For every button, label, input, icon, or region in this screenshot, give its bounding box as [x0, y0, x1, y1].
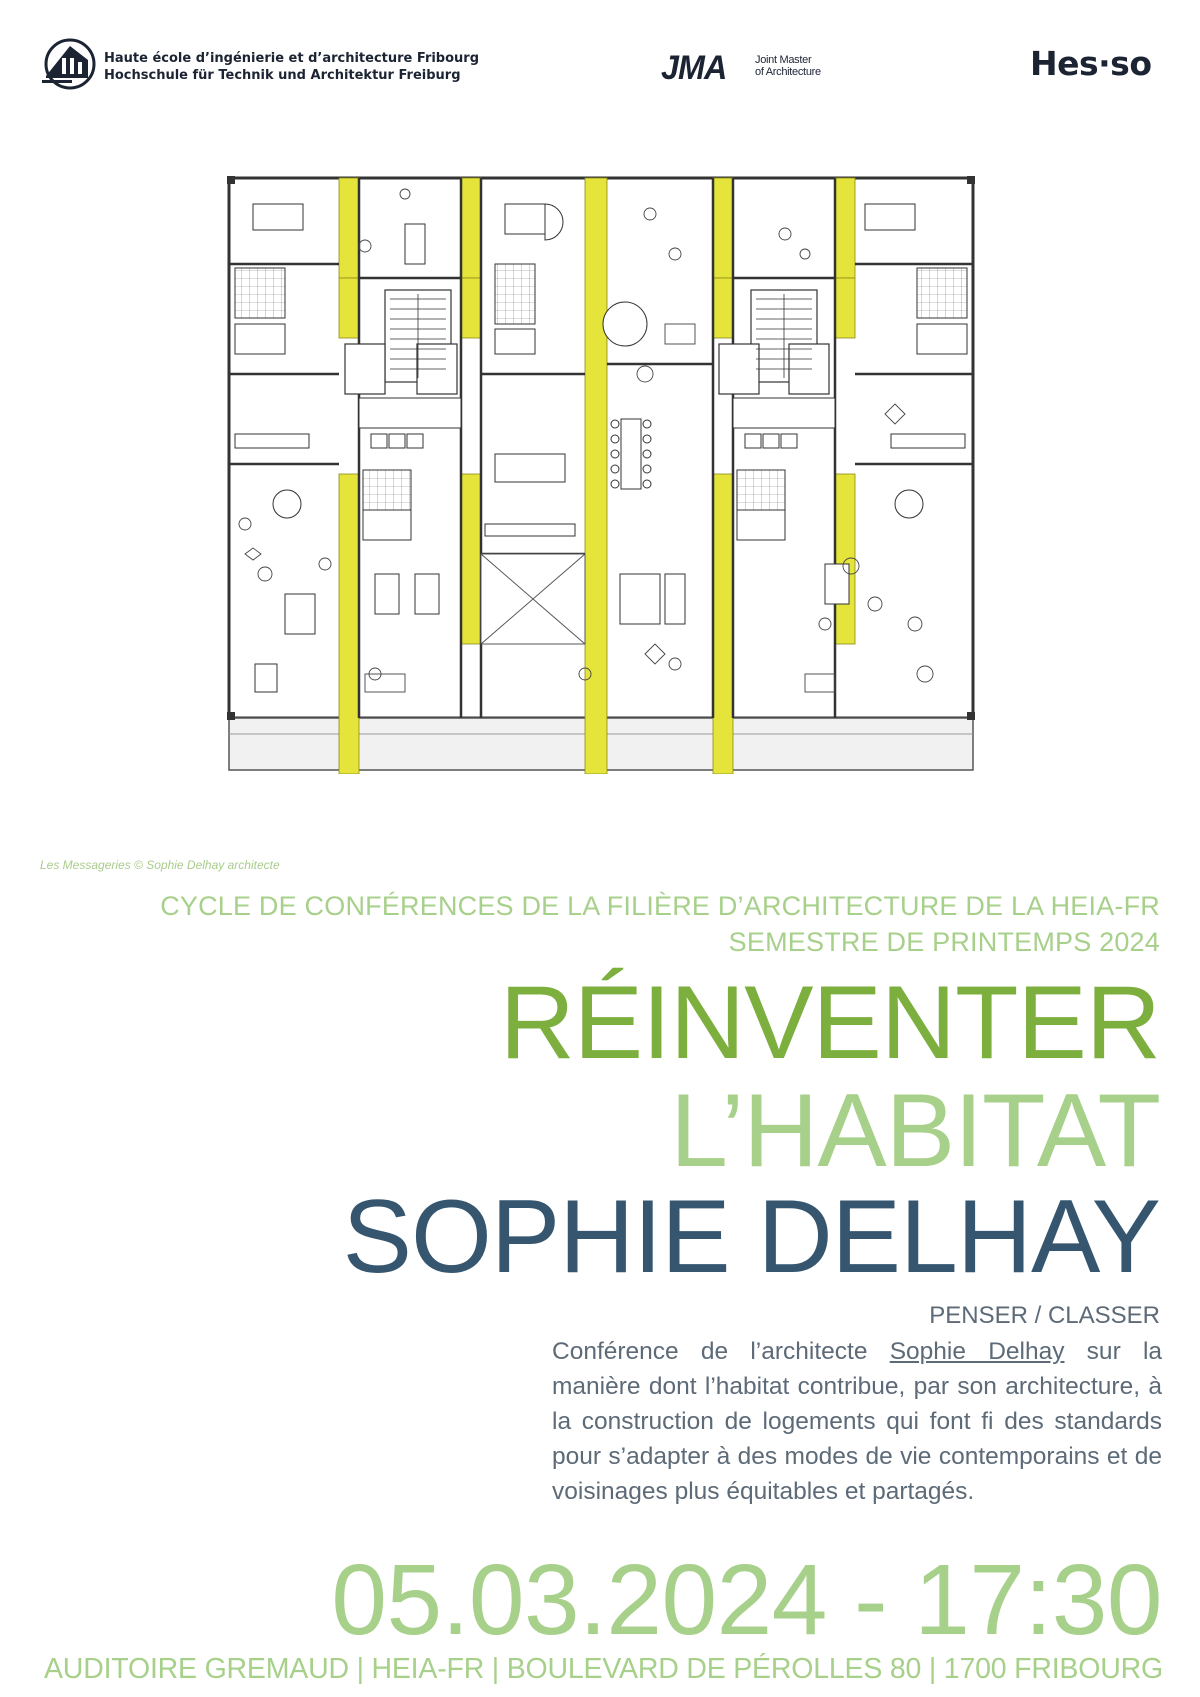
- building-emblem-icon: [40, 38, 96, 90]
- jma-line2: of Architecture: [755, 66, 821, 78]
- cycle-heading: [160, 888, 1160, 960]
- venue-address: AUDITOIRE GREMAUD | HEIA-FR | BOULEVARD DE PÉROLLES 80 | 1700 FRIBOURG: [44, 1653, 1163, 1685]
- poster-header: [0, 0, 1200, 110]
- jma-subtitle: [755, 54, 845, 78]
- jma-line1: Joint Master: [755, 54, 812, 66]
- speaker-link[interactable]: Sophie Delhay: [889, 1338, 1065, 1365]
- title-line2: L’HABITAT: [670, 1073, 1160, 1189]
- cycle-line1: CYCLE DE CONFÉRENCES DE LA FILIÈRE D’ARCHITECTURE DE LA HEIA-FR: [160, 891, 1160, 921]
- floor-plan-drawing: [225, 174, 977, 774]
- description-paragraph: [552, 1334, 1162, 1509]
- desc-rest: sur la manière dont l’habitat contribue, par son architecture, à la construction de logements qui font fi des standards pour s’adapter à des modes de vie contemporains et de voisinages plus équitables et partagés.: [552, 1338, 1163, 1505]
- cycle-line2: SEMESTRE DE PRINTEMPS 2024: [728, 927, 1160, 957]
- title-line1: RÉINVENTER: [499, 965, 1160, 1081]
- school-name: [104, 50, 479, 84]
- hesso-logo: Hes·so: [1030, 44, 1152, 83]
- jma-mark: JMA: [661, 49, 727, 87]
- theme-label: PENSER / CLASSER: [929, 1302, 1160, 1329]
- speaker-name: SOPHIE DELHAY: [342, 1179, 1160, 1295]
- image-caption: Les Messageries © Sophie Delhay architecte: [40, 858, 280, 872]
- school-name-fr: Haute école d’ingénierie et d’architecture Fribourg: [104, 51, 480, 66]
- school-name-de: Hochschule für Technik und Architektur Freiburg: [104, 68, 461, 83]
- date-time: 05.03.2024 - 17:30: [331, 1544, 1162, 1656]
- desc-lead: Conférence de l’architecte: [552, 1338, 890, 1365]
